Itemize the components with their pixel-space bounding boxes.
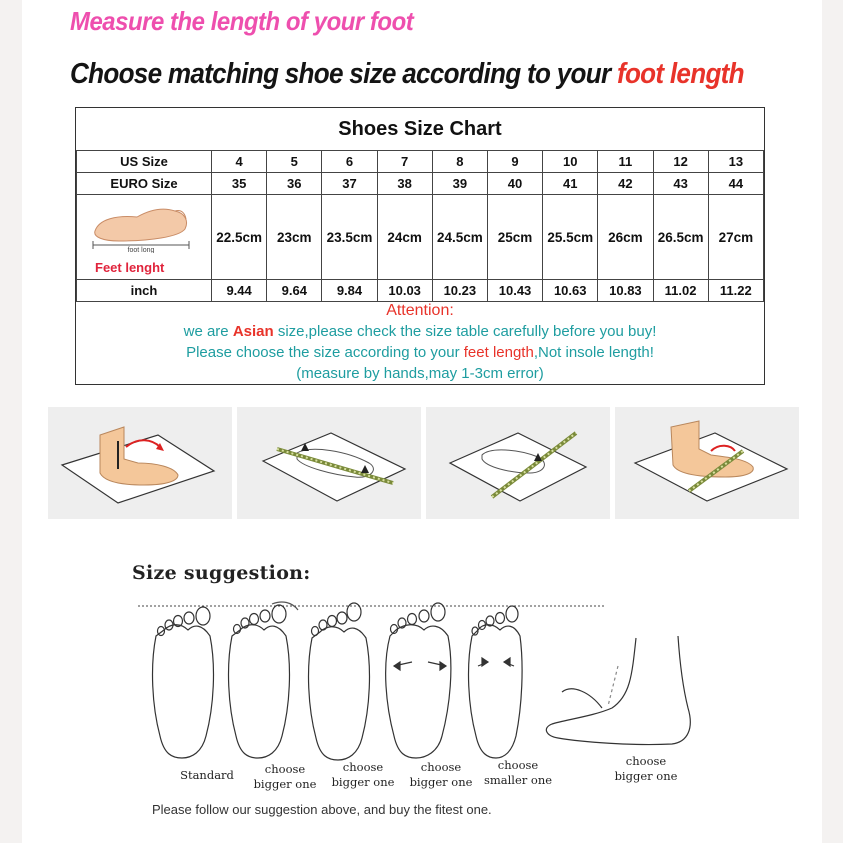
cell-cm: 24cm xyxy=(377,195,432,280)
cell-inch: 9.84 xyxy=(322,280,377,302)
choose-heading xyxy=(70,58,744,91)
note2-feet-length: feet length xyxy=(463,344,534,361)
label-bigger-4: choose bigger one xyxy=(614,754,678,783)
cell-euro: 40 xyxy=(487,173,542,195)
narrow-foot-icon xyxy=(469,606,523,758)
measure-heading: Measure the length of your foot xyxy=(70,6,414,36)
cell-inch: 10.23 xyxy=(432,280,487,302)
cell-us: 4 xyxy=(212,151,267,173)
foot-length-highlight: foot length xyxy=(616,58,744,90)
label-bigger-2: choose bigger one xyxy=(331,760,395,789)
cell-inch: 10.43 xyxy=(487,280,542,302)
cell-euro: 42 xyxy=(598,173,653,195)
foot-on-ruler-icon xyxy=(615,407,799,519)
cell-inch: 11.02 xyxy=(653,280,708,302)
cell-us: 5 xyxy=(267,151,322,173)
wide-foot-icon xyxy=(386,603,451,758)
label-bigger-3: choose bigger one xyxy=(409,760,473,789)
cell-euro: 37 xyxy=(322,173,377,195)
page xyxy=(22,0,822,843)
long-toe-foot-icon xyxy=(309,603,370,760)
cell-inch: 9.44 xyxy=(212,280,267,302)
choose-heading-text: Choose matching shoe size according to your xyxy=(70,58,617,90)
cell-euro: 38 xyxy=(377,173,432,195)
size-table xyxy=(76,150,764,302)
cell-us: 9 xyxy=(487,151,542,173)
step-2-image xyxy=(237,407,421,519)
cell-euro: 39 xyxy=(432,173,487,195)
foot-outline-ruler-icon xyxy=(237,407,421,519)
cell-us: 7 xyxy=(377,151,432,173)
chart-title: Shoes Size Chart xyxy=(338,118,502,140)
cell-inch: 10.83 xyxy=(598,280,653,302)
label-smaller: choose smaller one xyxy=(483,758,553,787)
row-label-euro: EURO Size xyxy=(77,173,212,195)
cell-cm: 27cm xyxy=(708,195,763,280)
foot-illustration-cell xyxy=(77,195,211,279)
note-line-1 xyxy=(76,321,764,342)
note1-c: size,please check the size table carefully before you buy! xyxy=(273,323,657,340)
cell-cm: 23cm xyxy=(267,195,322,280)
row-label-us: US Size xyxy=(77,151,212,173)
cell-cm: 25cm xyxy=(487,195,542,280)
cell-us: 12 xyxy=(653,151,708,173)
cell-euro: 41 xyxy=(543,173,598,195)
feet-outlines xyxy=(132,596,712,771)
row-label-feet xyxy=(77,195,212,280)
cell-euro: 35 xyxy=(212,173,267,195)
cell-cm: 26.5cm xyxy=(653,195,708,280)
note-line-2 xyxy=(76,342,764,363)
note2-a: Please choose the size according to your xyxy=(186,344,464,361)
cell-us: 8 xyxy=(432,151,487,173)
step-3-image xyxy=(426,407,610,519)
cell-cm: 26cm xyxy=(598,195,653,280)
attention-notes xyxy=(76,300,764,384)
table-row-inch xyxy=(77,280,764,302)
note-line-3: (measure by hands,may 1-3cm error) xyxy=(296,365,544,382)
attention-label: Attention: xyxy=(386,302,454,319)
foot-caption: foot long xyxy=(127,247,155,253)
measure-steps xyxy=(48,407,820,521)
cell-euro: 43 xyxy=(653,173,708,195)
cell-cm: 24.5cm xyxy=(432,195,487,280)
wide-toe-foot-icon xyxy=(229,602,298,758)
table-row-us xyxy=(77,151,764,173)
cell-euro: 36 xyxy=(267,173,322,195)
cell-cm: 22.5cm xyxy=(212,195,267,280)
step-4-image xyxy=(615,407,799,519)
foot-outline-diagonal-ruler-icon xyxy=(426,407,610,519)
cell-us: 6 xyxy=(322,151,377,173)
foot-measure-icon xyxy=(89,201,199,253)
label-bigger-1: choose bigger one xyxy=(253,762,317,791)
table-row-euro xyxy=(77,173,764,195)
size-suggestion-title: Size suggestion: xyxy=(132,562,311,584)
row-label-cm: Feet lenght xyxy=(95,260,165,275)
cell-us: 13 xyxy=(708,151,763,173)
follow-suggestion-note: Please follow our suggestion above, and buy the fitest one. xyxy=(152,802,492,817)
cell-inch: 10.03 xyxy=(377,280,432,302)
cell-cm: 25.5cm xyxy=(543,195,598,280)
cell-inch: 11.22 xyxy=(708,280,763,302)
cell-inch: 10.63 xyxy=(543,280,598,302)
high-instep-foot-icon xyxy=(546,636,690,745)
label-standard: Standard xyxy=(180,768,234,782)
cell-euro: 44 xyxy=(708,173,763,195)
feet-suggestion-area xyxy=(132,596,712,806)
cell-us: 10 xyxy=(543,151,598,173)
step-1-image xyxy=(48,407,232,519)
cell-us: 11 xyxy=(598,151,653,173)
note1-asian: Asian xyxy=(232,323,274,340)
size-chart xyxy=(75,107,765,385)
note1-a: we are xyxy=(183,323,233,340)
foot-heel-wall-icon xyxy=(48,407,232,519)
table-row-cm xyxy=(77,195,764,280)
cell-cm: 23.5cm xyxy=(322,195,377,280)
cell-inch: 9.64 xyxy=(267,280,322,302)
row-label-inch: inch xyxy=(77,280,212,302)
note2-c: ,Not insole length! xyxy=(533,344,654,361)
standard-foot-icon xyxy=(153,607,214,758)
